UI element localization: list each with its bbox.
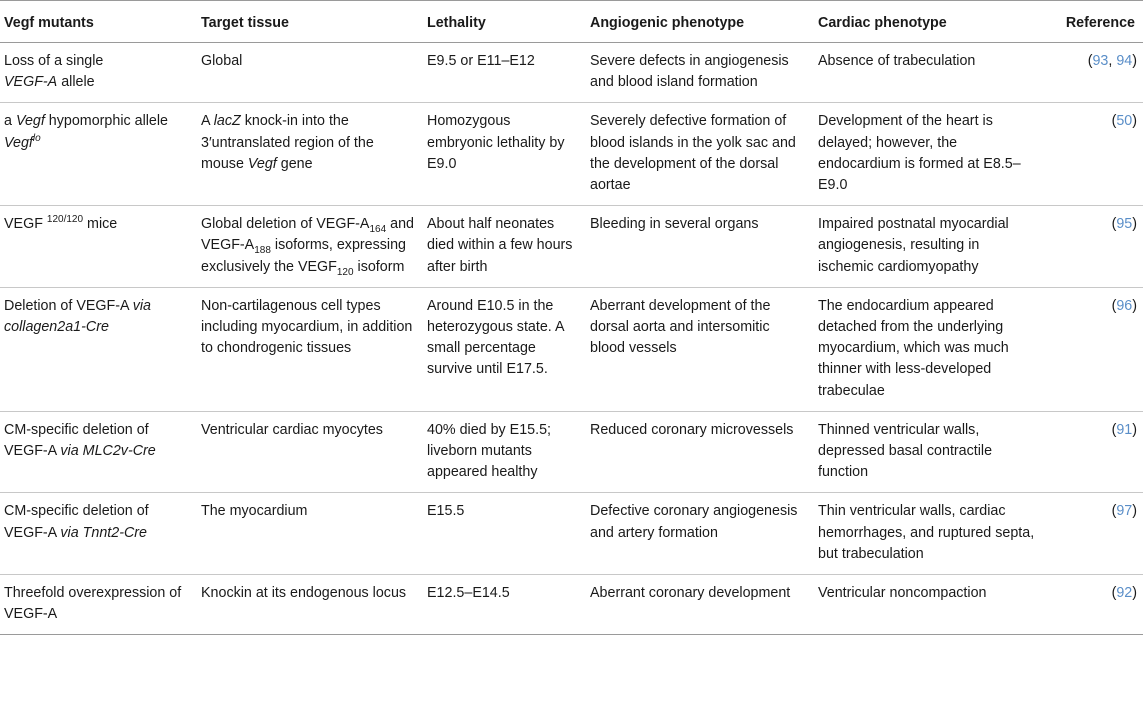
reference-link[interactable]: 94 bbox=[1116, 53, 1133, 69]
reference-link[interactable]: 95 bbox=[1116, 216, 1133, 233]
cell-target: Global bbox=[197, 43, 423, 103]
cell-angiogenic: Bleeding in several organs bbox=[586, 206, 814, 288]
cell-angiogenic: Severely defective formation of blood islands in the yolk sac and the development of the dorsal aortae bbox=[586, 103, 814, 206]
cell-cardiac: Ventricular noncompaction bbox=[814, 575, 1042, 635]
reference-link[interactable]: 96 bbox=[1116, 297, 1133, 314]
cell-target: Global deletion of VEGF-$A_{164}$ and VEGF-$A_{188}$ isoforms, expressing exclusively the $VEGF_{120}$ isoform bbox=[197, 206, 423, 288]
cell-reference: (97) bbox=[1042, 493, 1143, 575]
reference-link[interactable]: 97 bbox=[1116, 503, 1133, 520]
cell-angiogenic: Reduced coronary microvessels bbox=[586, 411, 814, 493]
cell-angiogenic: Defective coronary angiogenesis and artery formation bbox=[586, 493, 814, 575]
reference-link[interactable]: 92 bbox=[1116, 585, 1133, 602]
cell-mutant: Threefold overexpression of VEGF-A bbox=[0, 575, 197, 635]
cell-lethality: E15.5 bbox=[423, 493, 586, 575]
cell-reference: (93, 94) bbox=[1042, 43, 1143, 103]
cell-target: Knockin at its endogenous locus bbox=[197, 575, 423, 635]
cell-reference: (92) bbox=[1042, 575, 1143, 635]
cell-lethality: Around E10.5 in the heterozygous state. A small percentage survive until E17.5. bbox=[423, 287, 586, 411]
header-row bbox=[0, 1, 1143, 43]
table-row bbox=[0, 411, 1143, 493]
header-vegf-mutants: Vegf mutants bbox=[0, 1, 197, 43]
header-reference: Reference bbox=[1042, 1, 1143, 43]
cell-reference: (95) bbox=[1042, 206, 1143, 288]
cell-mutant: Loss of a single VEGF-A allele bbox=[0, 43, 197, 103]
cell-cardiac: Impaired postnatal myocardial angiogenesis, resulting in ischemic cardiomyopathy bbox=[814, 206, 1042, 288]
cell-mutant: VEGF $^{120/120}$ mice bbox=[0, 206, 197, 288]
cell-cardiac: Thin ventricular walls, cardiac hemorrhages, and ruptured septa, but trabeculation bbox=[814, 493, 1042, 575]
reference-link[interactable]: 50 bbox=[1116, 113, 1133, 130]
table-row bbox=[0, 575, 1143, 635]
cell-target: Ventricular cardiac myocytes bbox=[197, 411, 423, 493]
cell-cardiac: Absence of trabeculation bbox=[814, 43, 1042, 103]
table-row bbox=[0, 206, 1143, 288]
header-cardiac-phenotype: Cardiac phenotype bbox=[814, 1, 1042, 43]
cell-angiogenic: Aberrant development of the dorsal aorta and intersomitic blood vessels bbox=[586, 287, 814, 411]
cell-angiogenic: Severe defects in angiogenesis and blood island formation bbox=[586, 43, 814, 103]
cell-lethality: About half neonates died within a few hours after birth bbox=[423, 206, 586, 288]
cell-lethality: Homozygous embryonic lethality by E9.0 bbox=[423, 103, 586, 206]
table-row bbox=[0, 103, 1143, 206]
cell-mutant: a Vegf hypomorphic allele Vegf$^{lo}$ bbox=[0, 103, 197, 206]
reference-link[interactable]: 91 bbox=[1116, 421, 1133, 438]
header-target-tissue: Target tissue bbox=[197, 1, 423, 43]
table-row bbox=[0, 493, 1143, 575]
cell-lethality: E12.5–E14.5 bbox=[423, 575, 586, 635]
cell-cardiac: Development of the heart is delayed; however, the endocardium is formed at E8.5–E9.0 bbox=[814, 103, 1042, 206]
cell-mutant: CM-specific deletion of VEGF-A via MLC2v-Cre bbox=[0, 411, 197, 493]
cell-target: Non-cartilagenous cell types including myocardium, in addition to chondrogenic tissues bbox=[197, 287, 423, 411]
cell-cardiac: The endocardium appeared detached from the underlying myocardium, which was much thinner with less-developed trabeculae bbox=[814, 287, 1042, 411]
header-angiogenic-phenotype: Angiogenic phenotype bbox=[586, 1, 814, 43]
cell-target: The myocardium bbox=[197, 493, 423, 575]
cell-reference: (50) bbox=[1042, 103, 1143, 206]
cell-lethality: 40% died by E15.5; liveborn mutants appeared healthy bbox=[423, 411, 586, 493]
table-row bbox=[0, 287, 1143, 411]
header-lethality: Lethality bbox=[423, 1, 586, 43]
reference-link[interactable]: 93 bbox=[1092, 53, 1109, 69]
cell-reference: (96) bbox=[1042, 287, 1143, 411]
cell-lethality: E9.5 or E11–E12 bbox=[423, 43, 586, 103]
cell-mutant: CM-specific deletion of VEGF-A via Tnnt2-Cre bbox=[0, 493, 197, 575]
cell-target: A lacZ knock-in into the 3′untranslated region of the mouse Vegf gene bbox=[197, 103, 423, 206]
cell-mutant: Deletion of VEGF-A via collagen2a1-Cre bbox=[0, 287, 197, 411]
cell-reference: (91) bbox=[1042, 411, 1143, 493]
cell-cardiac: Thinned ventricular walls, depressed basal contractile function bbox=[814, 411, 1042, 493]
table-row bbox=[0, 43, 1143, 103]
cell-angiogenic: Aberrant coronary development bbox=[586, 575, 814, 635]
